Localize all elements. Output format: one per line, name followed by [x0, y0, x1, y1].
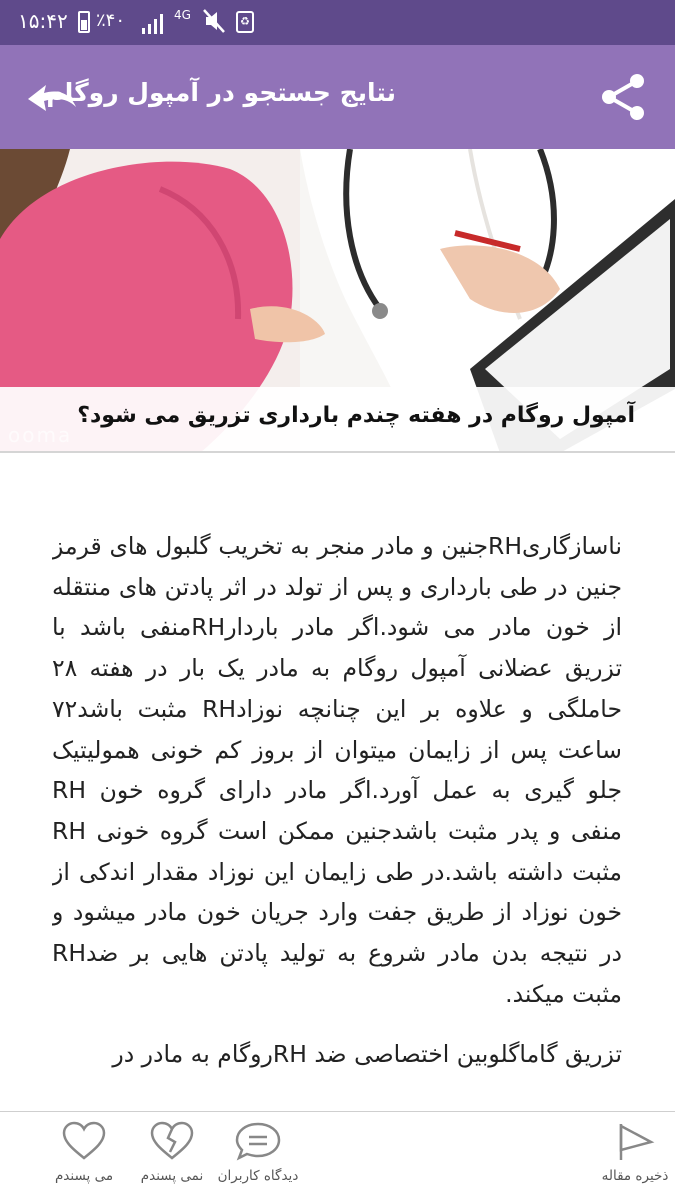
article-paragraph: ناسازگاریRHجنین و مادر منجر به تخریب گلبول های قرمز جنین در طی بارداری و پس از تولد در اثر پادتن های منتقله از خون مادر می شود.اگر مادر باردارRHمنفی باشد با تزریق عضلانی آمپول روگام به مادر یک بار در هفته ۲۸ حاملگی و علاوه بر این چنانچه نوزادRH مثبت باشد۷۲ ساعت پس از زایمان میتوان از بروز کم خونی همولیتیک جلو گیری به عمل آورد.اگر مادر دارای گروه خون RH منفی و پدر مثبت باشدجنین ممکن است گروه خونی RH مثبت داشته باشد.در طی زایمان این نوزاد مقدار اندکی از خون نوزاد از طریق جفت وارد جریان خون مادر میشود و در نتیجه بدن مادر شروع به تولید پادتن هایی بر ضدRH مثبت میکند.: [52, 532, 622, 1008]
battery-icon: [78, 11, 90, 33]
share-icon: [595, 69, 651, 125]
comments-button[interactable]: [210, 1120, 306, 1200]
comment-bubble-icon: [234, 1120, 282, 1162]
mute-icon: [202, 8, 226, 40]
article-hero-image: [0, 149, 675, 453]
flag-icon: [613, 1120, 657, 1162]
comments-label: دیدگاه کاربران: [217, 1168, 299, 1184]
save-article-button[interactable]: [587, 1120, 675, 1200]
image-watermark: ooma: [8, 423, 73, 447]
bottom-action-bar: [0, 1111, 675, 1200]
broken-heart-icon: [148, 1120, 196, 1162]
caption-band: [0, 387, 675, 453]
share-button[interactable]: [595, 69, 651, 125]
article-title: آمپول روگام در هفته چندم بارداری تزریق می شود؟: [77, 403, 635, 428]
like-button[interactable]: [36, 1120, 132, 1200]
status-time: ۱۵:۴۲: [18, 9, 68, 33]
signal-icon: [142, 12, 172, 34]
save-article-label: ذخیره مقاله: [601, 1168, 669, 1184]
battery-percent: ٪۴۰: [96, 10, 126, 31]
status-bar: [0, 0, 675, 45]
article-paragraph: تزریق گاماگلوبین اختصاصی ضد RHروگام به مادر در: [112, 1040, 622, 1069]
cleaner-icon: ♻: [236, 11, 254, 33]
dislike-button[interactable]: [124, 1120, 220, 1200]
article-body: [52, 526, 622, 1111]
like-label: می پسندم: [54, 1168, 114, 1184]
app-bar: [0, 45, 675, 149]
heart-icon: [60, 1120, 108, 1162]
page-title: نتایج جستجو در آمپول روگام: [46, 78, 396, 107]
dislike-label: نمی پسندم: [140, 1168, 204, 1184]
network-type: 4G: [174, 8, 191, 22]
